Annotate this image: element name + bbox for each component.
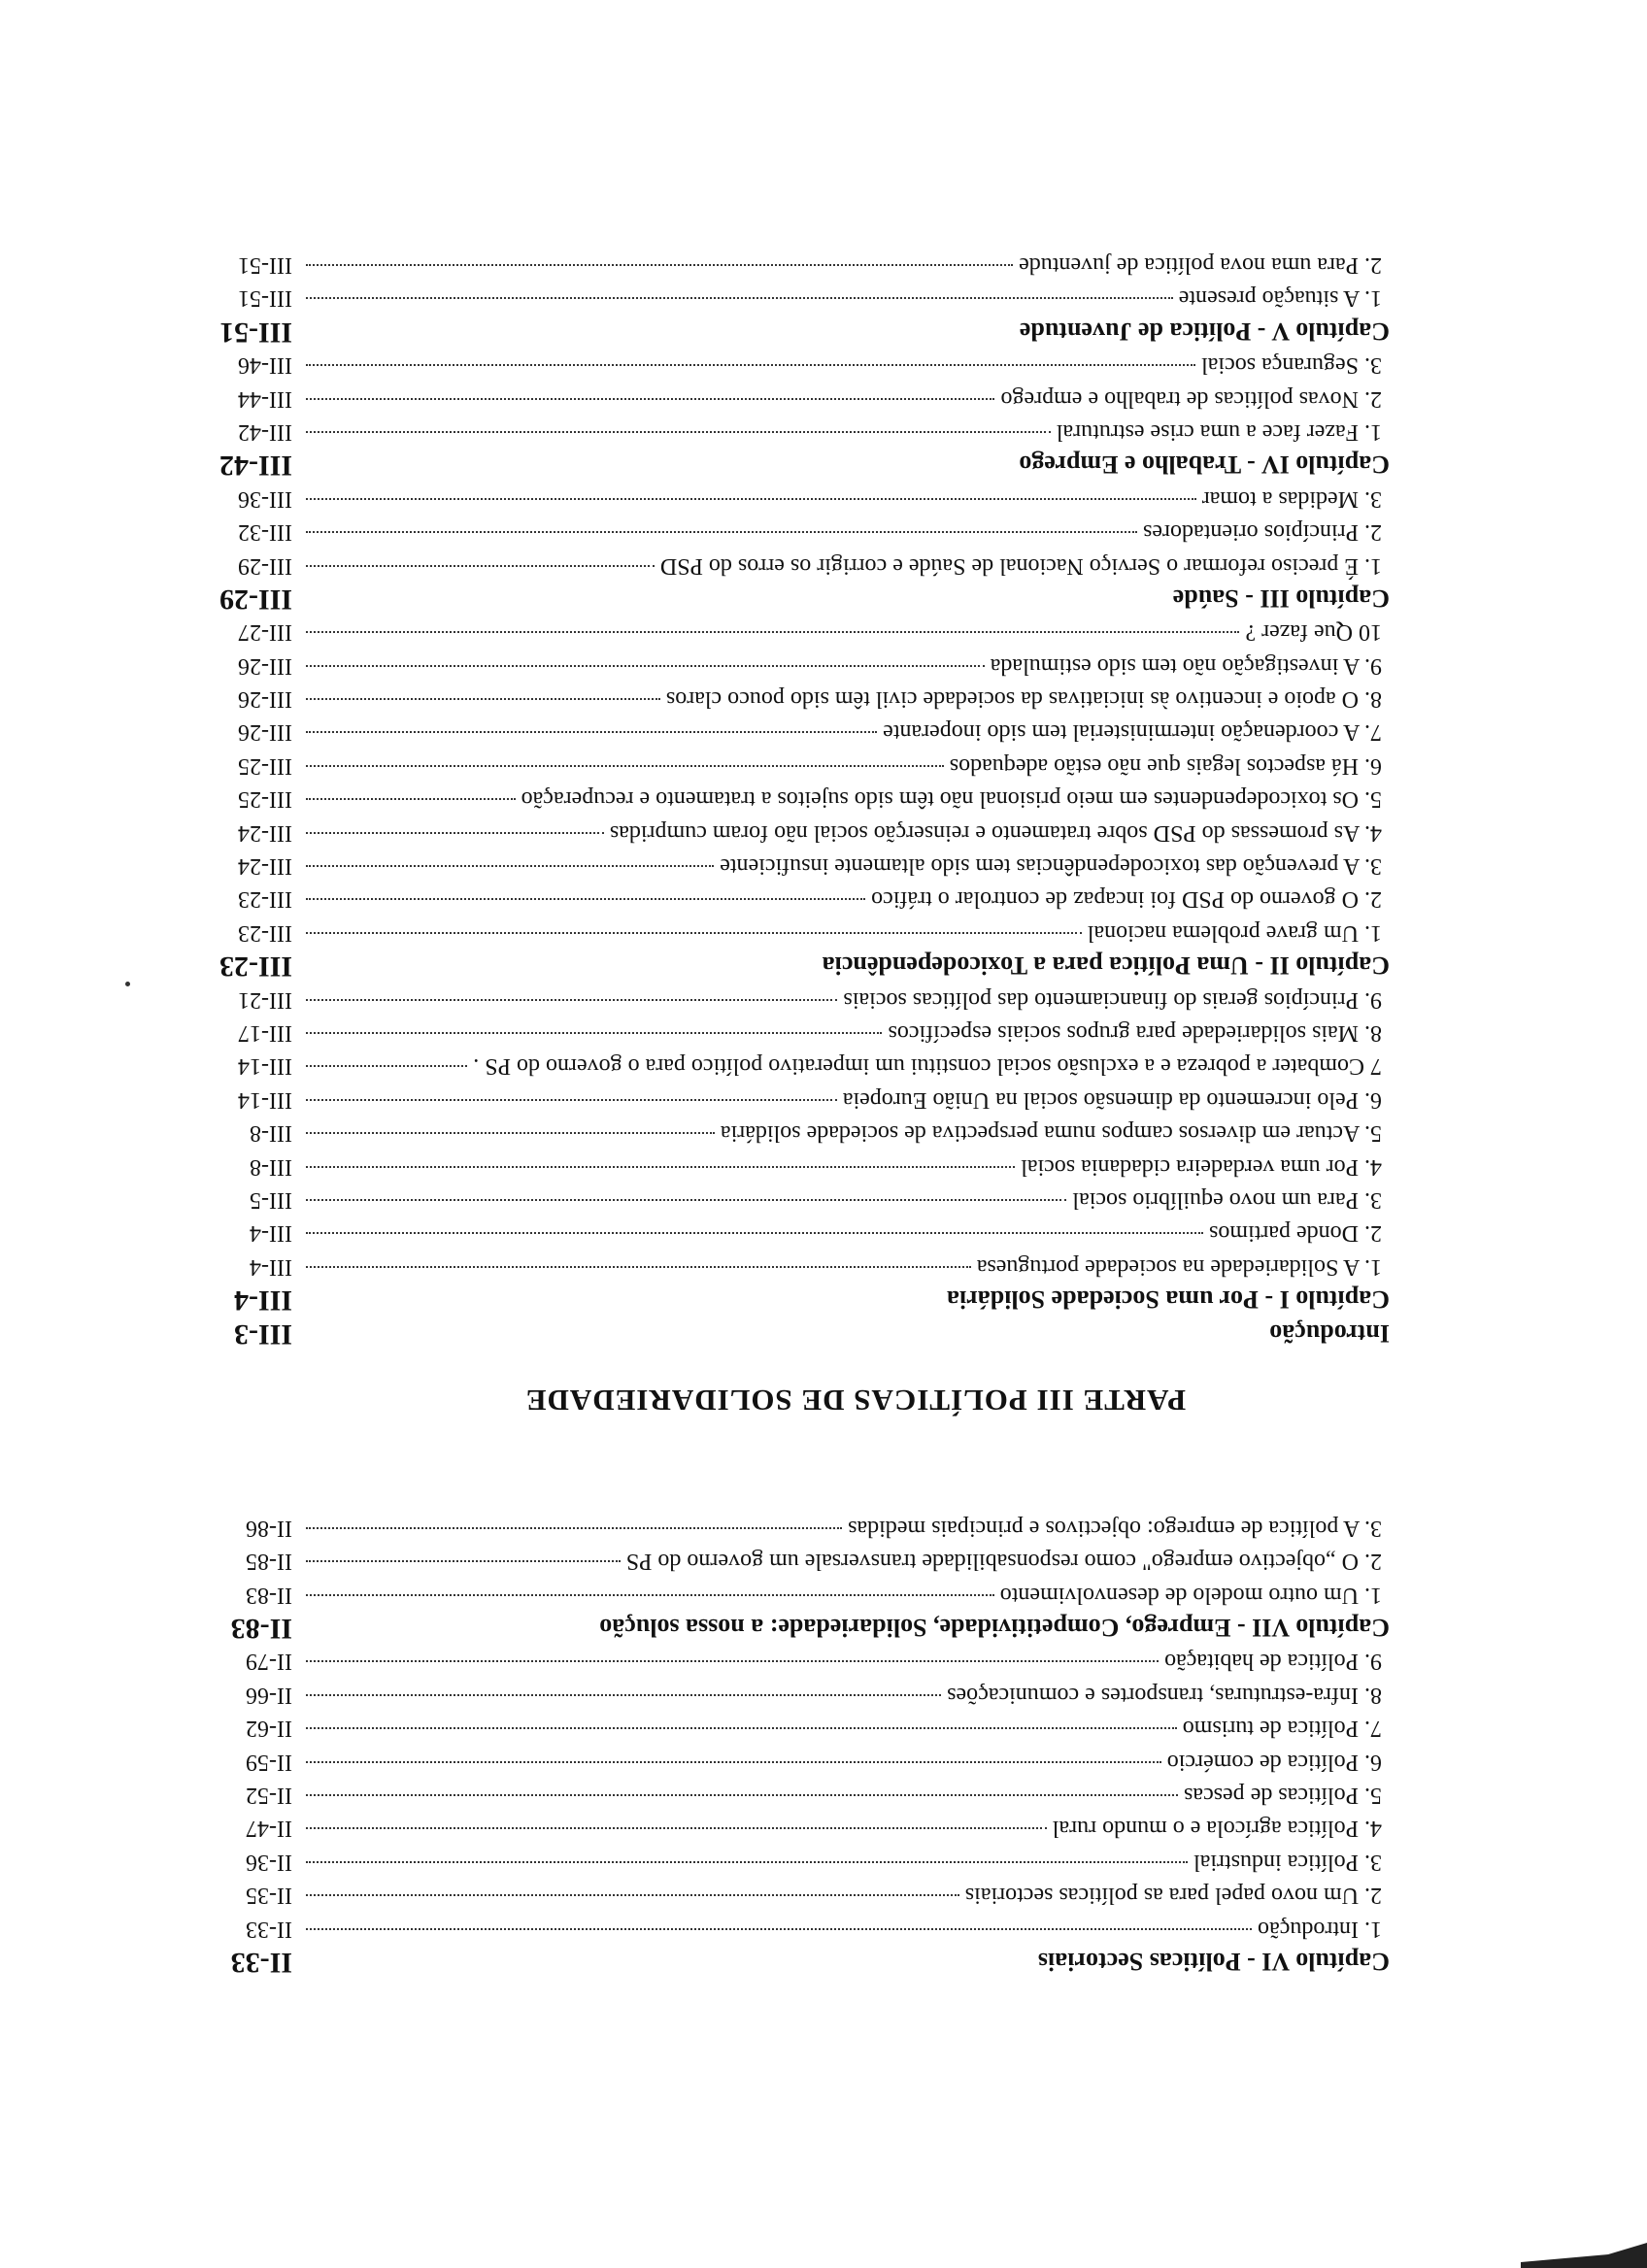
entry-title: 3. Política industrial (1193, 1849, 1382, 1875)
entry-page: III-44 (238, 385, 292, 412)
entry-title: 2. O „objectivo emprego" como responsabilidade transversale um governo do PS (625, 1549, 1382, 1575)
dot-leader (306, 398, 994, 400)
entry-page: III-17 (238, 1020, 292, 1047)
entry-title: 10 Que fazer ? (1245, 619, 1382, 646)
entry-page: III-27 (238, 619, 292, 646)
entry-title: 3. Medidas a tomar (1201, 485, 1382, 512)
entry-title: 1. É preciso reformar o Serviço Nacional de Saúde e corrigir os erros do PSD (659, 552, 1382, 579)
entry-title: 3. A política de emprego: objectivos e principais medidas (848, 1515, 1382, 1541)
entry-title: 2. Princípios orientadores (1143, 519, 1382, 546)
toc-entry (176, 1083, 1390, 1116)
entry-page: II-47 (246, 1816, 292, 1842)
chapter-heading-iii (176, 583, 1390, 616)
entry-title: 4. Por uma verdadeira cidadania social (1021, 1153, 1382, 1180)
entry-page: III-8 (250, 1153, 292, 1180)
toc-entry (176, 1745, 1390, 1778)
entry-title: 9. A investigação não tem sido estimulada (990, 652, 1382, 679)
entry-page: III-51 (238, 252, 292, 279)
entry-page: III-21 (238, 986, 292, 1013)
entry-title: 1. Fazer face a uma crise estrutural (1056, 418, 1382, 445)
table-of-contents (176, 249, 1390, 1979)
margin-dot (125, 982, 130, 986)
entry-page: II-52 (246, 1783, 292, 1809)
entry-title: 6. Há aspectos legais que não estão adequados (949, 752, 1382, 779)
chapter-heading-iv (176, 449, 1390, 482)
dot-leader (306, 297, 1173, 299)
chapter-title: Capítulo VII - Emprego, Competitividade, Solidariedade: a nossa solução (599, 1614, 1390, 1643)
dot-leader (306, 631, 1239, 633)
dot-leader (306, 999, 837, 1001)
chapter-title: Capítulo I - Por uma Sociedade Solidária (946, 1285, 1390, 1315)
toc-entry (176, 983, 1390, 1016)
chapter-page: II-33 (230, 1947, 292, 1979)
dot-leader (306, 1266, 971, 1268)
chapter-title: Capítulo II - Uma Política para a Toxicodependência (822, 951, 1390, 981)
dot-leader (306, 1032, 882, 1034)
toc-entry (176, 783, 1390, 816)
entry-page: III-26 (238, 652, 292, 679)
entry-title: 1. A situação presente (1178, 285, 1382, 312)
toc-entry (176, 1184, 1390, 1217)
dot-leader (306, 1099, 837, 1101)
entry-title: 1. Um outro modelo de desenvolvimento (999, 1582, 1382, 1608)
toc-entry (176, 616, 1390, 649)
chapter-page: II-83 (230, 1613, 292, 1646)
entry-title: 2. Para uma nova política de juventude (1019, 252, 1382, 279)
toc-entry (176, 416, 1390, 449)
entry-title: 4. Política agrícola e o mundo rural (1052, 1816, 1382, 1842)
dot-leader (306, 531, 1137, 533)
toc-entry (176, 683, 1390, 716)
toc-entry (176, 1545, 1390, 1578)
entry-page: II-36 (246, 1849, 292, 1875)
chapter-heading-i (176, 1284, 1390, 1317)
entry-page: II-59 (246, 1749, 292, 1775)
toc-entry (176, 382, 1390, 415)
entry-title: 2. O governo do PSD foi incapaz de controlar o tráfico (871, 886, 1382, 913)
toc-entry (176, 1779, 1390, 1812)
chapter-title: Capítulo V - Política de Juventude (1019, 317, 1390, 346)
entry-page: III-14 (238, 1086, 292, 1113)
entry-title: 9. Política de habitação (1164, 1649, 1382, 1675)
part-title: PARTE III POLÍTICAS DE SOLIDARIEDADE (524, 1383, 1187, 1418)
dot-leader (306, 1199, 1066, 1201)
dot-leader (306, 698, 660, 700)
toc-entry (176, 1645, 1390, 1678)
entry-title: 7 Combater a pobreza e a exclusão social constitui um imperativo político para o governo do PS . (473, 1053, 1382, 1080)
entry-page: III-26 (238, 686, 292, 713)
dot-leader (306, 832, 604, 834)
entry-page: III-23 (238, 886, 292, 913)
dot-leader (306, 1560, 621, 1562)
chapter-title: Introdução (1269, 1318, 1390, 1348)
toc-entry (176, 750, 1390, 783)
entry-page: II-85 (246, 1549, 292, 1575)
entry-title: 9. Princípios gerais do financiamento das políticas sociais (843, 986, 1382, 1013)
toc-entry (176, 516, 1390, 549)
entry-page: III-24 (238, 853, 292, 880)
entry-page: III-14 (238, 1053, 292, 1080)
toc-entry (176, 1017, 1390, 1050)
entry-title: 8. Mais solidariedade para grupos sociais específicos (888, 1020, 1382, 1047)
chapter-heading-vii (176, 1612, 1390, 1645)
dot-leader (306, 264, 1013, 266)
toc-entry (176, 482, 1390, 515)
toc-entry (176, 1250, 1390, 1283)
toc-entry (176, 1879, 1390, 1912)
dot-leader (306, 898, 865, 900)
entry-title: 5. Políticas de pescas (1184, 1783, 1382, 1809)
entry-title: 7. Política de turismo (1182, 1716, 1382, 1742)
entry-page: II-35 (246, 1883, 292, 1909)
toc-entry (176, 249, 1390, 282)
entry-title: 3. Para um novo equilíbrio social (1072, 1186, 1382, 1213)
entry-page: III-4 (250, 1253, 292, 1280)
entry-title: 1. Introdução (1258, 1916, 1382, 1942)
entry-page: III-5 (250, 1186, 292, 1213)
entry-page: III-25 (238, 786, 292, 813)
chapter-page: III-3 (233, 1317, 292, 1351)
toc-entry (176, 1912, 1390, 1945)
toc-entry (176, 916, 1390, 949)
toc-entry (176, 1712, 1390, 1745)
entry-page: II-86 (246, 1515, 292, 1541)
entry-page: II-83 (246, 1582, 292, 1608)
toc-entry (176, 716, 1390, 749)
dot-leader (306, 1594, 994, 1596)
toc-entry (176, 816, 1390, 849)
entry-title: 3. A prevenção das toxicodependências tem sido altamente insuficiente (720, 853, 1382, 880)
dot-leader (306, 364, 1195, 366)
dot-leader (306, 1761, 1161, 1763)
toc-entry (176, 883, 1390, 916)
dot-leader (306, 1065, 467, 1067)
entry-page: III-42 (238, 418, 292, 445)
toc-entry (176, 1845, 1390, 1878)
toc-entry (176, 1512, 1390, 1545)
dot-leader (306, 1861, 1188, 1863)
chapter-heading-v (176, 315, 1390, 348)
entry-title: 2. Donde partimos (1209, 1220, 1382, 1247)
chapter-title: Capítulo VI - Políticas Sectoriais (1037, 1948, 1390, 1976)
entry-page: III-25 (238, 752, 292, 779)
toc-entry (176, 850, 1390, 883)
dot-leader (306, 798, 516, 800)
entry-title: 7. A coordenação interministerial tem sido inoperante (883, 719, 1382, 746)
entry-title: 8. Infra-estruturas, transportes e comunicações (947, 1682, 1382, 1708)
dot-leader (306, 1794, 1178, 1796)
dot-leader (306, 565, 655, 567)
chapter-page: III-29 (218, 583, 292, 616)
toc-entry (176, 1812, 1390, 1845)
entry-page: II-62 (246, 1716, 292, 1742)
dot-leader (306, 498, 1196, 500)
entry-page: II-33 (246, 1916, 292, 1942)
entry-title: 1. Um grave problema nacional (1087, 919, 1382, 946)
toc-entry (176, 549, 1390, 582)
entry-page: III-51 (238, 285, 292, 312)
chapter-heading-ii (176, 950, 1390, 983)
chapter-heading-vi (176, 1946, 1390, 1979)
entry-title: 6. Política de comércio (1166, 1749, 1382, 1775)
toc-entry (176, 1678, 1390, 1711)
dot-leader (306, 1827, 1047, 1829)
toc-entry (176, 1217, 1390, 1250)
intro-heading (176, 1317, 1390, 1350)
entry-title: 8. O apoio e incentivo às iniciativas da sociedade civil têm sido pouco claros (665, 686, 1382, 713)
dot-leader (306, 1727, 1177, 1729)
dot-leader (306, 1660, 1159, 1662)
toc-entry (176, 349, 1390, 382)
entry-title: 1. A Solidariedade na sociedade portuguesa (976, 1253, 1382, 1280)
dot-leader (306, 1132, 715, 1134)
entry-title: 4. As promessas do PSD sobre tratamento e reinserção social não foram cumpridas (609, 819, 1382, 846)
entry-title: 3. Segurança social (1201, 352, 1382, 379)
chapter-page: III-23 (218, 951, 292, 984)
dot-leader (306, 1694, 941, 1696)
entry-page: III-26 (238, 719, 292, 746)
chapter-page: III-4 (233, 1284, 292, 1317)
chapter-page: III-51 (218, 316, 292, 349)
toc-entry (176, 1578, 1390, 1611)
dot-leader (306, 1527, 842, 1529)
entry-page: III-29 (238, 552, 292, 579)
toc-entry (176, 1117, 1390, 1150)
scan-corner-mark (1521, 2243, 1647, 2268)
dot-leader (306, 665, 985, 667)
entry-page: III-23 (238, 919, 292, 946)
entry-page: III-8 (250, 1120, 292, 1147)
entry-title: 2. Novas políticas de trabalho e emprego (1000, 385, 1382, 412)
dot-leader (306, 1928, 1252, 1930)
entry-title: 6. Pelo incremento da dimensão social na União Europeia (842, 1086, 1382, 1113)
dot-leader (306, 1232, 1203, 1234)
toc-entry (176, 282, 1390, 315)
toc-entry (176, 1150, 1390, 1183)
dot-leader (306, 1166, 1015, 1168)
entry-title: 5. Os toxicodependentes em meio prisional não têm sido sujeitos a tratamento e recuperação (521, 786, 1382, 813)
chapter-title: Capítulo IV - Trabalho e Emprego (1019, 450, 1390, 480)
dot-leader (306, 932, 1082, 934)
chapter-title: Capítulo III - Saúde (1172, 584, 1390, 613)
entry-page: III-46 (238, 352, 292, 379)
toc-entry (176, 1050, 1390, 1083)
entry-title: 5. Actuar em diversos campos numa perspectiva de sociedade solidária (720, 1120, 1382, 1147)
dot-leader (306, 431, 1051, 433)
entry-page: III-36 (238, 485, 292, 512)
entry-page: II-66 (246, 1682, 292, 1708)
dot-leader (306, 765, 944, 767)
entry-page: III-4 (250, 1220, 292, 1247)
dot-leader (306, 1894, 959, 1896)
chapter-page: III-42 (218, 450, 292, 483)
entry-page: III-24 (238, 819, 292, 846)
dot-leader (306, 865, 714, 867)
entry-title: 2. Um novo papel para as políticas sectoriais (964, 1883, 1382, 1909)
toc-entry (176, 649, 1390, 682)
entry-page: II-79 (246, 1649, 292, 1675)
dot-leader (306, 732, 877, 734)
entry-page: III-32 (238, 519, 292, 546)
